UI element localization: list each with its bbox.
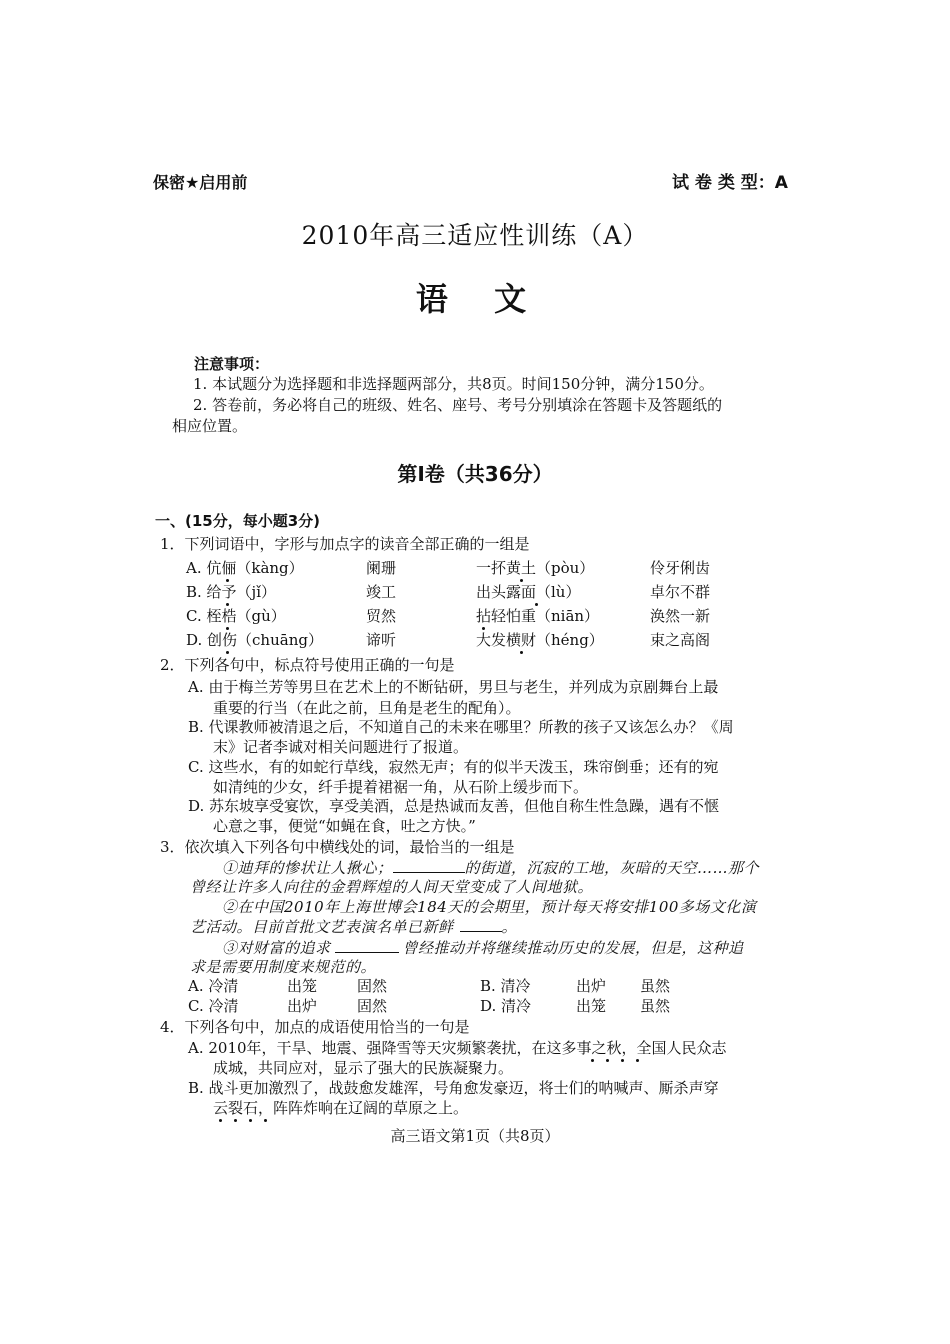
question-4-stem: 4．下列各句中，加点的成语使用恰当的一句是 <box>160 1018 470 1036</box>
emphasis-dot <box>520 651 523 654</box>
notice-item-1: 1. 本试题分为选择题和非选择题两部分，共8页。时间150分钟，满分150分。 <box>193 375 714 393</box>
q3-sentence-1-cont: 曾经让许多人向往的金碧辉煌的人间天堂变成了人间地狱。 <box>190 878 594 896</box>
q3-s3-part1: ③对财富的追求 <box>222 939 331 957</box>
q2-option-b-cont: 末》记者李诚对相关问题进行了报道。 <box>213 738 469 756</box>
notice-item-2: 2. 答卷前，务必将自己的班级、姓名、座号、考号分别填涂在答题卡及答题纸的 <box>193 396 723 414</box>
q3-s1-part2: 的街道，沉寂的工地，灰暗的天空……那个 <box>464 859 760 877</box>
q1-b-col2: 竣工 <box>366 583 397 601</box>
emphasis-dot <box>226 603 229 606</box>
q2-option-d-cont: 心意之事，便觉“如蝇在食，吐之方快。” <box>213 817 476 835</box>
emphasis-dot <box>591 1059 594 1062</box>
q1-a-col2: 阑珊 <box>366 559 397 577</box>
q3-sentence-3 <box>222 938 744 958</box>
q2-option-d: D. 苏东坡享受宴饮，享受美酒，总是热诚而友善，但他自称生性急躁，遇有不惬 <box>188 797 720 815</box>
q3-d-word1: D. 清冷 <box>480 997 532 1015</box>
emphasis-dot <box>234 1119 237 1122</box>
q1-a-col1: A. 伉俪（kàng） <box>186 559 304 577</box>
notice-item-2-cont: 相应位置。 <box>172 417 248 435</box>
confidential-label: 保密★启用前 <box>153 173 248 192</box>
emphasis-dot <box>264 1119 267 1122</box>
q2-option-a-cont: 重要的行当（在此之前，旦角是老生的配角）。 <box>213 699 521 717</box>
q1-d-col3: 大发横财（héng） <box>476 631 604 649</box>
q3-s3-part2: 曾经推动并将继续推动历史的发展，但是，这种追 <box>402 939 744 957</box>
fill-blank <box>460 917 502 932</box>
q1-d-col2: 谛听 <box>366 631 397 649</box>
q4-option-b-cont: 云裂石，阵阵炸响在辽阔的草原之上。 <box>213 1099 469 1117</box>
q1-b-col1: B. 给予（jǐ） <box>186 583 277 601</box>
q3-sentence-2-cont: 艺活动。目前首批文艺表演名单已新鲜 。 <box>190 918 518 936</box>
q3-b-word2: 出炉 <box>576 977 607 995</box>
emphasis-dot <box>621 1059 624 1062</box>
fill-blank <box>335 938 399 953</box>
q4-option-b: B. 战斗更加激烈了，战鼓愈发雄浑，号角愈发豪迈，将士们的呐喊声、厮杀声穿 <box>188 1079 719 1097</box>
q1-d-col4: 束之高阁 <box>650 631 711 649</box>
q3-b-word3: 虽然 <box>640 977 671 995</box>
q1-c-col4: 涣然一新 <box>650 607 711 625</box>
section-heading: 一、(15分，每小题3分) <box>155 512 321 530</box>
part-title: 第Ⅰ卷（共36分） <box>397 462 553 486</box>
q1-b-col4: 卓尔不群 <box>650 583 711 601</box>
question-3-stem: 3．依次填入下列各句中横线处的词，最恰当的一组是 <box>160 838 515 856</box>
q3-sentence-1 <box>222 858 759 878</box>
q3-b-word1: B. 清冷 <box>480 977 531 995</box>
q1-d-col1: D. 创伤（chuāng） <box>186 631 323 649</box>
emphasis-dot <box>636 1059 639 1062</box>
q3-s1-part1: ①迪拜的惨状让人揪心； <box>222 859 393 877</box>
q1-a-col3: 一抔黄土（pòu） <box>476 559 595 577</box>
emphasis-dot <box>226 651 229 654</box>
q3-a-word2: 出笼 <box>287 977 318 995</box>
emphasis-dot <box>219 1119 222 1122</box>
q3-s2-part2: 艺活动。目前首批文艺表演名单已新鲜 <box>190 918 454 936</box>
q1-c-col2: 贸然 <box>366 607 397 625</box>
q4-option-a: A. 2010年，干旱、地震、强降雪等天灾频繁袭扰，在这多事之秋，全国人民众志 <box>188 1039 727 1057</box>
q1-b-col3: 出头露面（lù） <box>476 583 581 601</box>
question-1-stem: 1．下列词语中，字形与加点字的读音全部正确的一组是 <box>160 535 530 553</box>
q3-a-word3: 固然 <box>357 977 388 995</box>
q3-d-word2: 出笼 <box>576 997 607 1015</box>
emphasis-dot <box>226 627 229 630</box>
q3-c-word3: 固然 <box>357 997 388 1015</box>
q3-sentence-2: ②在中国2010年上海世博会184天的会期里，预计每天将安排100多场文化演 <box>222 898 757 916</box>
emphasis-dot <box>535 603 538 606</box>
q3-c-word1: C. 冷清 <box>188 997 239 1015</box>
q1-c-col1: C. 桎梏（gù） <box>186 607 286 625</box>
emphasis-dot <box>520 579 523 582</box>
notice-heading: 注意事项： <box>194 355 270 373</box>
page-footer: 高三语文第1页（共8页） <box>390 1127 560 1145</box>
paper-type-label: 试 卷 类 型：A <box>672 173 788 193</box>
q3-c-word2: 出炉 <box>287 997 318 1015</box>
fill-blank <box>393 858 465 873</box>
q2-option-b: B. 代课教师被清退之后，不知道自己的未来在哪里？所教的孩子又该怎么办？《周 <box>188 718 734 736</box>
q3-sentence-3-cont: 求是需要用制度来规范的。 <box>190 958 377 976</box>
q2-option-a: A. 由于梅兰芳等男旦在艺术上的不断钻研，男旦与老生，并列成为京剧舞台上最 <box>188 678 719 696</box>
exam-title: 2010年高三适应性训练（A） <box>301 221 649 250</box>
emphasis-dot <box>606 1059 609 1062</box>
q3-d-word3: 虽然 <box>640 997 671 1015</box>
q2-option-c-cont: 如清纯的少女，纤手提着裙裾一角，从石阶上缓步而下。 <box>213 778 589 796</box>
q3-a-word1: A. 冷清 <box>188 977 239 995</box>
q2-option-c: C. 这些水，有的如蛇行草线，寂然无声；有的似半天泼玉，珠帘倒垂；还有的宛 <box>188 758 719 776</box>
q1-c-col3: 拈轻怕重（niān） <box>476 607 600 625</box>
emphasis-dot <box>226 579 229 582</box>
emphasis-dot <box>249 1119 252 1122</box>
emphasis-dot <box>482 627 485 630</box>
q1-a-col4: 伶牙俐齿 <box>650 559 711 577</box>
q4-option-a-cont: 成城，共同应对，显示了强大的民族凝聚力。 <box>213 1059 514 1077</box>
subject-title: 语 文 <box>415 280 535 318</box>
question-2-stem: 2．下列各句中，标点符号使用正确的一句是 <box>160 656 455 674</box>
